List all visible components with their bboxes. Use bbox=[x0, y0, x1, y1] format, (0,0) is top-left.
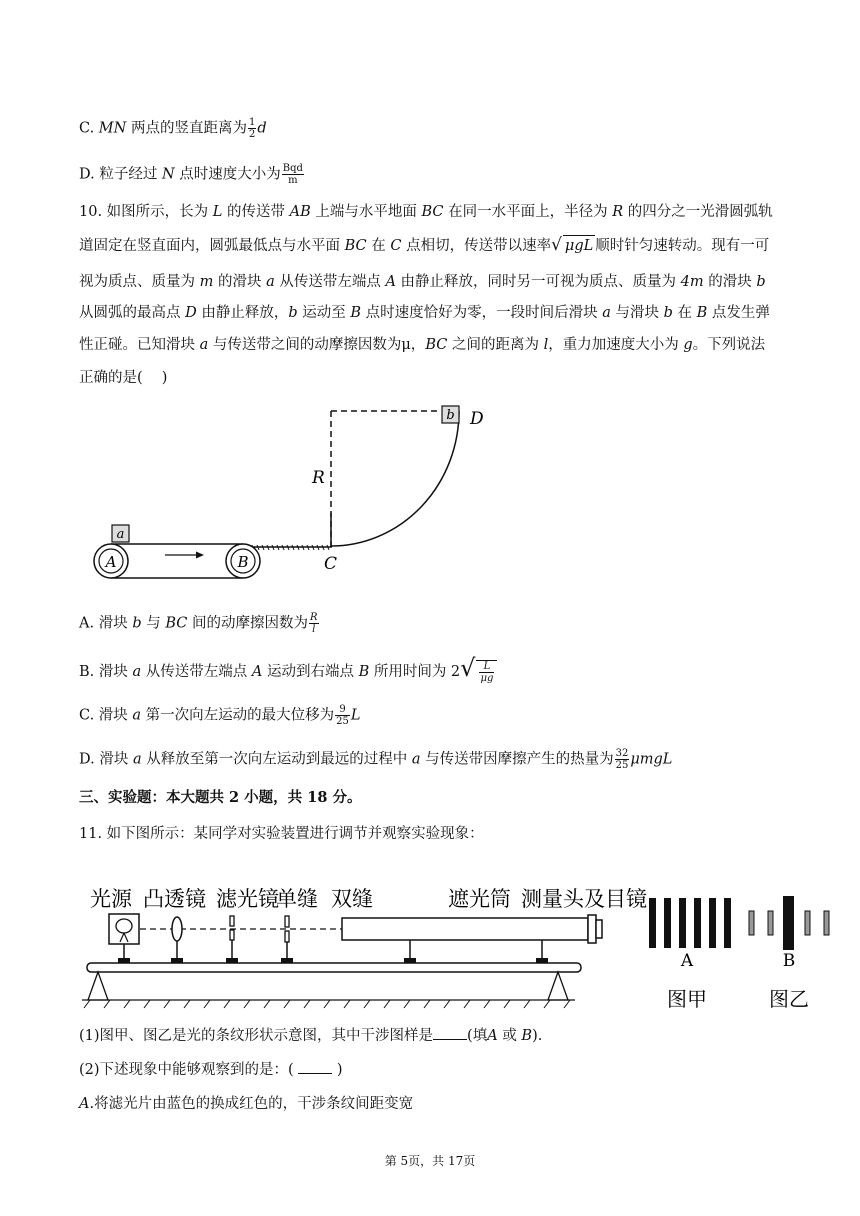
pattern-a-label: A bbox=[680, 951, 694, 971]
q10-stem-line-4: 从圆弧的最高点 D 由静止释放，b 运动至 B 点时速度恰好为零，一段时间后滑块 a 与滑块 b 在 B 点发生弹 bbox=[79, 305, 770, 321]
point-d-label: D bbox=[470, 409, 484, 429]
q10-stem-line-5: 性正碰。已知滑块 a 与传送带之间的动摩擦因数为μ，BC 之间的距离为 l，重力加速度大小为 g。下列说法 bbox=[79, 337, 766, 353]
pattern-b-label: B bbox=[782, 951, 796, 971]
filter bbox=[230, 916, 234, 926]
caption-jia: 图甲 bbox=[667, 987, 707, 1011]
label-measuring-head: 测量头及目镜 bbox=[521, 887, 647, 911]
single-slit bbox=[285, 916, 289, 927]
q11-intro: 11. 如下图所示：某同学对实验装置进行调节并观察实验现象： bbox=[79, 826, 484, 842]
pattern-b-diffraction bbox=[749, 896, 829, 950]
q11-part-2: (2)下述现象中能够观察到的是：( ) bbox=[79, 1059, 343, 1080]
q11-figure bbox=[80, 878, 850, 1018]
label-double-slit: 双缝 bbox=[331, 887, 373, 911]
caption-yi: 图乙 bbox=[769, 987, 809, 1011]
q10-option-c: C. 滑块 a 第一次向左运动的最大位移为 $\frac{9}{25}$ L bbox=[79, 704, 361, 727]
label-convex-lens: 凸透镜 bbox=[143, 887, 206, 911]
measuring-head bbox=[588, 915, 596, 943]
convex-lens bbox=[172, 917, 182, 941]
q10-option-d: D. 滑块 a 从释放至第一次向左运动到最远的过程中 a 与传送带因摩擦产生的热量为 $\frac{32}{25}$ μmgL bbox=[79, 748, 673, 771]
q9-option-d: D. 粒子经过 N 点时速度大小为 $\frac{\text{Bqd}}{m}$ bbox=[79, 163, 303, 186]
quarter-arc bbox=[331, 411, 459, 546]
pattern-a-interference bbox=[649, 898, 731, 948]
q11-part-1: (1)图甲、图乙是光的条纹形状示意图，其中干涉图样是 (填A 或 B). bbox=[79, 1025, 542, 1046]
q10-stem-line-2: 道固定在竖直面内，圆弧最低点与水平面 BC 在 C 点相切，传送带以速率√ μgL 顺时针匀速转动。现有一可 bbox=[79, 235, 770, 255]
label-filter: 滤光镜 bbox=[216, 887, 279, 911]
label-light-source: 光源 bbox=[90, 887, 132, 911]
label-single-slit: 单缝 bbox=[276, 887, 318, 911]
q10-stem-line-6: 正确的是( ) bbox=[79, 370, 168, 386]
q10-stem-line-1: 10. 如图所示，长为 L 的传送带 AB 上端与水平地面 BC 在同一水平面上，半径为 R 的四分之一光滑圆弧轨 bbox=[79, 204, 773, 220]
light-shield-tube bbox=[342, 918, 588, 940]
point-c-label: C bbox=[324, 554, 338, 574]
q10-option-b: B. 滑块 a 从传送带左端点 A 运动到右端点 B 所用时间为 2√ $\frac{L}{\mu g}$ bbox=[79, 658, 497, 684]
answer-blank[interactable] bbox=[433, 1025, 467, 1040]
q10-option-a: A. 滑块 b 与 BC 间的动摩擦因数为 $\frac{R}{l}$ bbox=[79, 612, 318, 635]
block-a-label: a bbox=[116, 527, 125, 542]
eyepiece bbox=[596, 920, 602, 938]
q9-option-c: C. MN 两点的竖直距离为 $\frac{1}{2}$ d bbox=[79, 117, 267, 140]
q10-figure bbox=[80, 395, 520, 585]
q11-option-a: A.将滤光片由蓝色的换成红色的，干涉条纹间距变宽 bbox=[79, 1096, 414, 1112]
section-heading: 三、实验题：本大题共 2 小题，共 18 分。 bbox=[79, 789, 362, 806]
arrow-head bbox=[196, 552, 204, 559]
block-b-label: b bbox=[446, 408, 455, 423]
roller-b-label: B bbox=[237, 553, 249, 571]
q10-stem-line-3: 视为质点、质量为 m 的滑块 a 从传送带左端点 A 由静止释放，同时另一可视为质点、质量为 4m 的滑块 b bbox=[79, 274, 766, 290]
ground-hatch bbox=[84, 1000, 570, 1008]
page-footer: 第 5页，共 17页 bbox=[384, 1154, 476, 1168]
answer-blank[interactable] bbox=[298, 1059, 332, 1074]
radius-label: R bbox=[312, 468, 325, 488]
label-tube: 遮光筒 bbox=[448, 887, 511, 911]
roller-a-label: A bbox=[105, 553, 117, 571]
fraction: $\frac{\text{Bqd}}{m}$ bbox=[282, 163, 303, 186]
fraction: $\frac{1}{2}$ bbox=[248, 117, 256, 140]
optical-rail bbox=[87, 963, 581, 972]
